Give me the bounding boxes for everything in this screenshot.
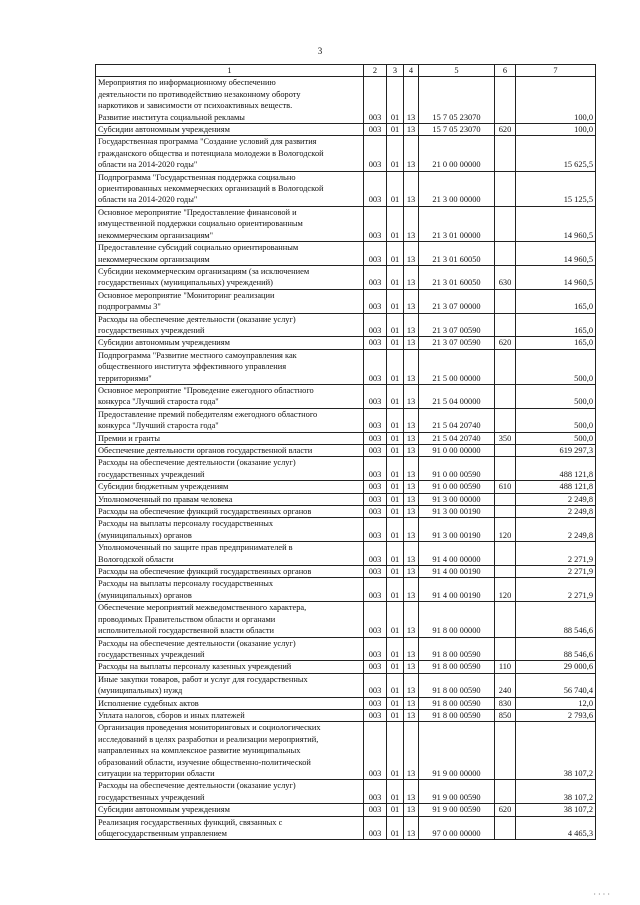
row-subsection: 13 [404, 578, 419, 602]
row-target-article: 91 8 00 00000 [419, 602, 495, 637]
table-row [96, 77, 596, 124]
page-corner-marks: · · · · [593, 890, 610, 899]
row-admin-code: 003 [364, 171, 387, 206]
table-row [96, 697, 596, 709]
row-admin-code: 003 [364, 697, 387, 709]
table-row [96, 602, 596, 637]
row-subsection: 13 [404, 206, 419, 241]
row-name: Расходы на обеспечение деятельности (оказание услуг) государственных учреждений [96, 637, 364, 661]
row-amount: 165,0 [516, 289, 596, 313]
row-expense-type: 830 [495, 697, 516, 709]
row-admin-code: 003 [364, 780, 387, 804]
row-subsection: 13 [404, 602, 419, 637]
row-expense-type: 620 [495, 337, 516, 349]
row-subsection: 13 [404, 408, 419, 432]
row-name: Расходы на выплаты персоналу государственных (муниципальных) органов [96, 518, 364, 542]
table-row [96, 432, 596, 444]
column-header: 7 [516, 65, 596, 77]
row-subsection: 13 [404, 124, 419, 136]
row-subsection: 13 [404, 493, 419, 505]
row-expense-type [495, 171, 516, 206]
row-expense-type [495, 289, 516, 313]
row-expense-type [495, 77, 516, 124]
row-amount: 38 107,2 [516, 722, 596, 780]
row-name: Уполномоченный по правам человека [96, 493, 364, 505]
table-row [96, 722, 596, 780]
row-expense-type: 620 [495, 124, 516, 136]
row-amount: 500,0 [516, 408, 596, 432]
row-name: Обеспечение мероприятий межведомственного характера, проводимых Правительством области и органами исполнительной государственной власти области [96, 602, 364, 637]
table-row [96, 637, 596, 661]
table-row [96, 481, 596, 493]
table-row [96, 457, 596, 481]
row-name: Организация проведения мониторинговых и социологических исследований в целях разработки и реализации мероприятий, направленных на комплексное развитие муниципальных образований области, изучение общественно-политической ситуации на территории области [96, 722, 364, 780]
row-section: 01 [387, 289, 404, 313]
row-admin-code: 003 [364, 432, 387, 444]
row-amount: 500,0 [516, 432, 596, 444]
table-row [96, 804, 596, 816]
row-section: 01 [387, 265, 404, 289]
table-row [96, 673, 596, 697]
row-admin-code: 003 [364, 804, 387, 816]
row-subsection: 13 [404, 673, 419, 697]
row-target-article: 91 3 00 00190 [419, 506, 495, 518]
row-section: 01 [387, 493, 404, 505]
page-number: 3 [317, 46, 323, 56]
row-expense-type: 120 [495, 518, 516, 542]
row-name: Расходы на обеспечение функций государственных органов [96, 566, 364, 578]
table-row [96, 408, 596, 432]
row-name: Реализация государственных функций, связанных с общегосударственным управлением [96, 816, 364, 840]
row-expense-type [495, 780, 516, 804]
table-row [96, 661, 596, 673]
column-header: 2 [364, 65, 387, 77]
row-amount: 165,0 [516, 313, 596, 337]
row-target-article: 91 8 00 00590 [419, 673, 495, 697]
row-target-article: 91 3 00 00190 [419, 518, 495, 542]
row-admin-code: 003 [364, 445, 387, 457]
row-name: Премии и гранты [96, 432, 364, 444]
table-row [96, 709, 596, 721]
row-name: Иные закупки товаров, работ и услуг для государственных (муниципальных) нужд [96, 673, 364, 697]
row-name: Субсидии автономным учреждениям [96, 804, 364, 816]
row-name: Предоставление субсидий социально ориентированным некоммерческим организациям [96, 242, 364, 266]
row-target-article: 91 4 00 00190 [419, 578, 495, 602]
row-target-article: 91 0 00 00000 [419, 445, 495, 457]
table-row [96, 566, 596, 578]
table-row [96, 493, 596, 505]
row-admin-code: 003 [364, 566, 387, 578]
row-expense-type [495, 566, 516, 578]
table-row [96, 337, 596, 349]
row-section: 01 [387, 780, 404, 804]
row-target-article: 91 8 00 00590 [419, 661, 495, 673]
row-section: 01 [387, 506, 404, 518]
row-section: 01 [387, 661, 404, 673]
row-target-article: 21 3 01 60050 [419, 242, 495, 266]
row-admin-code: 003 [364, 506, 387, 518]
row-subsection: 13 [404, 136, 419, 171]
table-row [96, 242, 596, 266]
row-amount: 14 960,5 [516, 265, 596, 289]
row-name: Расходы на выплаты персоналу государственных (муниципальных) органов [96, 578, 364, 602]
row-expense-type [495, 506, 516, 518]
row-subsection: 13 [404, 432, 419, 444]
row-amount: 38 107,2 [516, 780, 596, 804]
row-section: 01 [387, 673, 404, 697]
table-row [96, 780, 596, 804]
row-admin-code: 003 [364, 408, 387, 432]
table-row [96, 349, 596, 384]
table-row [96, 384, 596, 408]
row-section: 01 [387, 337, 404, 349]
row-section: 01 [387, 242, 404, 266]
row-section: 01 [387, 722, 404, 780]
row-subsection: 13 [404, 780, 419, 804]
row-amount: 15 125,5 [516, 171, 596, 206]
row-section: 01 [387, 136, 404, 171]
row-section: 01 [387, 457, 404, 481]
row-admin-code: 003 [364, 493, 387, 505]
row-target-article: 21 3 07 00590 [419, 313, 495, 337]
row-section: 01 [387, 445, 404, 457]
row-admin-code: 003 [364, 457, 387, 481]
row-expense-type: 630 [495, 265, 516, 289]
table-row [96, 542, 596, 566]
row-section: 01 [387, 804, 404, 816]
row-section: 01 [387, 709, 404, 721]
row-amount: 88 546,6 [516, 637, 596, 661]
row-subsection: 13 [404, 242, 419, 266]
row-admin-code: 003 [364, 481, 387, 493]
row-admin-code: 003 [364, 77, 387, 124]
column-header: 3 [387, 65, 404, 77]
row-name: Подпрограмма "Развитие местного самоуправления как общественного института эффективного управления территориями" [96, 349, 364, 384]
row-target-article: 21 3 01 00000 [419, 206, 495, 241]
row-expense-type [495, 493, 516, 505]
row-section: 01 [387, 566, 404, 578]
row-section: 01 [387, 408, 404, 432]
row-name: Обеспечение деятельности органов государственной власти [96, 445, 364, 457]
row-amount: 165,0 [516, 337, 596, 349]
row-subsection: 13 [404, 349, 419, 384]
row-name: Субсидии автономным учреждениям [96, 124, 364, 136]
row-target-article: 91 8 00 00590 [419, 697, 495, 709]
row-section: 01 [387, 637, 404, 661]
table-row [96, 518, 596, 542]
row-section: 01 [387, 384, 404, 408]
row-admin-code: 003 [364, 709, 387, 721]
row-section: 01 [387, 816, 404, 840]
row-section: 01 [387, 77, 404, 124]
row-admin-code: 003 [364, 578, 387, 602]
row-name: Субсидии некоммерческим организациям (за исключением государственных (муниципальных) учреждений) [96, 265, 364, 289]
row-amount: 619 297,3 [516, 445, 596, 457]
row-subsection: 13 [404, 337, 419, 349]
row-amount: 56 740,4 [516, 673, 596, 697]
row-section: 01 [387, 481, 404, 493]
row-admin-code: 003 [364, 337, 387, 349]
row-expense-type [495, 349, 516, 384]
row-subsection: 13 [404, 518, 419, 542]
row-subsection: 13 [404, 661, 419, 673]
row-subsection: 13 [404, 289, 419, 313]
row-expense-type [495, 206, 516, 241]
table-row [96, 313, 596, 337]
table-row [96, 578, 596, 602]
row-admin-code: 003 [364, 542, 387, 566]
row-subsection: 13 [404, 697, 419, 709]
row-target-article: 21 3 00 00000 [419, 171, 495, 206]
row-amount: 2 249,8 [516, 493, 596, 505]
row-name: Расходы на обеспечение деятельности (оказание услуг) государственных учреждений [96, 313, 364, 337]
row-section: 01 [387, 697, 404, 709]
row-section: 01 [387, 432, 404, 444]
row-amount: 14 960,5 [516, 206, 596, 241]
row-name: Субсидии автономным учреждениям [96, 337, 364, 349]
row-amount: 2 249,8 [516, 518, 596, 542]
row-amount: 500,0 [516, 384, 596, 408]
row-admin-code: 003 [364, 384, 387, 408]
column-header: 5 [419, 65, 495, 77]
row-expense-type: 240 [495, 673, 516, 697]
row-target-article: 91 8 00 00590 [419, 709, 495, 721]
table-body [96, 77, 596, 840]
row-target-article: 91 9 00 00590 [419, 804, 495, 816]
row-amount: 100,0 [516, 124, 596, 136]
row-name: Расходы на обеспечение деятельности (оказание услуг) государственных учреждений [96, 780, 364, 804]
row-target-article: 15 7 05 23070 [419, 77, 495, 124]
row-subsection: 13 [404, 481, 419, 493]
row-target-article: 15 7 05 23070 [419, 124, 495, 136]
row-amount: 100,0 [516, 77, 596, 124]
row-target-article: 21 3 07 00590 [419, 337, 495, 349]
row-subsection: 13 [404, 457, 419, 481]
table-row [96, 289, 596, 313]
row-amount: 15 625,5 [516, 136, 596, 171]
row-subsection: 13 [404, 816, 419, 840]
row-expense-type [495, 816, 516, 840]
row-amount: 2 793,6 [516, 709, 596, 721]
row-amount: 500,0 [516, 349, 596, 384]
row-subsection: 13 [404, 709, 419, 721]
row-amount: 488 121,8 [516, 481, 596, 493]
row-target-article: 21 5 00 00000 [419, 349, 495, 384]
table-row [96, 445, 596, 457]
row-section: 01 [387, 602, 404, 637]
row-target-article: 21 3 01 60050 [419, 265, 495, 289]
row-section: 01 [387, 206, 404, 241]
row-expense-type: 620 [495, 804, 516, 816]
row-name: Исполнение судебных актов [96, 697, 364, 709]
row-name: Мероприятия по информационному обеспечению деятельности по противодействию незаконному обороту наркотиков и зависимости от психоактивных веществ. Развитие института социальной рекламы [96, 77, 364, 124]
row-section: 01 [387, 518, 404, 542]
row-expense-type [495, 445, 516, 457]
row-subsection: 13 [404, 445, 419, 457]
row-name: Расходы на выплаты персоналу казенных учреждений [96, 661, 364, 673]
table-row [96, 506, 596, 518]
row-subsection: 13 [404, 542, 419, 566]
row-admin-code: 003 [364, 242, 387, 266]
row-target-article: 21 0 00 00000 [419, 136, 495, 171]
table-row [96, 816, 596, 840]
row-subsection: 13 [404, 566, 419, 578]
row-admin-code: 003 [364, 124, 387, 136]
row-subsection: 13 [404, 313, 419, 337]
column-header: 4 [404, 65, 419, 77]
table-row [96, 206, 596, 241]
row-subsection: 13 [404, 171, 419, 206]
row-subsection: 13 [404, 77, 419, 124]
row-target-article: 91 4 00 00190 [419, 566, 495, 578]
row-admin-code: 003 [364, 722, 387, 780]
row-target-article: 91 0 00 00590 [419, 481, 495, 493]
row-expense-type [495, 136, 516, 171]
row-section: 01 [387, 124, 404, 136]
row-admin-code: 003 [364, 136, 387, 171]
row-subsection: 13 [404, 384, 419, 408]
row-section: 01 [387, 171, 404, 206]
row-admin-code: 003 [364, 313, 387, 337]
row-target-article: 91 4 00 00000 [419, 542, 495, 566]
row-name: Предоставление премий победителям ежегодного областного конкурса "Лучший староста года" [96, 408, 364, 432]
row-amount: 2 249,8 [516, 506, 596, 518]
row-expense-type [495, 242, 516, 266]
column-header: 6 [495, 65, 516, 77]
row-subsection: 13 [404, 804, 419, 816]
row-name: Уполномоченный по защите прав предпринимателей в Вологодской области [96, 542, 364, 566]
row-name: Субсидии бюджетным учреждениям [96, 481, 364, 493]
header-row [96, 65, 596, 77]
row-admin-code: 003 [364, 349, 387, 384]
row-target-article: 91 3 00 00000 [419, 493, 495, 505]
row-name: Основное мероприятие "Мониторинг реализации подпрограммы 3" [96, 289, 364, 313]
table-row [96, 136, 596, 171]
row-subsection: 13 [404, 722, 419, 780]
row-admin-code: 003 [364, 661, 387, 673]
row-amount: 2 271,9 [516, 542, 596, 566]
row-expense-type: 610 [495, 481, 516, 493]
row-admin-code: 003 [364, 265, 387, 289]
row-admin-code: 003 [364, 518, 387, 542]
row-amount: 2 271,9 [516, 566, 596, 578]
row-admin-code: 003 [364, 602, 387, 637]
row-name: Подпрограмма "Государственная поддержка социально ориентированных некоммерческих организаций в Вологодской области на 2014-2020 годы" [96, 171, 364, 206]
row-section: 01 [387, 313, 404, 337]
row-expense-type: 120 [495, 578, 516, 602]
column-header: 1 [96, 65, 364, 77]
row-admin-code: 003 [364, 816, 387, 840]
row-subsection: 13 [404, 506, 419, 518]
row-subsection: 13 [404, 637, 419, 661]
table-row [96, 265, 596, 289]
row-amount: 38 107,2 [516, 804, 596, 816]
row-expense-type [495, 542, 516, 566]
row-name: Государственная программа "Создание условий для развития гражданского общества и потенциала молодежи в Вологодской области на 2014-2020 годы" [96, 136, 364, 171]
row-section: 01 [387, 578, 404, 602]
row-target-article: 91 8 00 00590 [419, 637, 495, 661]
row-subsection: 13 [404, 265, 419, 289]
row-amount: 4 465,3 [516, 816, 596, 840]
row-expense-type: 850 [495, 709, 516, 721]
row-amount: 2 271,9 [516, 578, 596, 602]
row-amount: 12,0 [516, 697, 596, 709]
table-row [96, 124, 596, 136]
row-expense-type [495, 384, 516, 408]
row-admin-code: 003 [364, 289, 387, 313]
row-amount: 488 121,8 [516, 457, 596, 481]
row-expense-type [495, 637, 516, 661]
row-name: Основное мероприятие "Проведение ежегодного областного конкурса "Лучший староста года" [96, 384, 364, 408]
row-admin-code: 003 [364, 206, 387, 241]
row-expense-type [495, 602, 516, 637]
row-target-article: 21 5 04 20740 [419, 432, 495, 444]
row-amount: 29 000,6 [516, 661, 596, 673]
row-target-article: 21 5 04 20740 [419, 408, 495, 432]
row-amount: 88 546,6 [516, 602, 596, 637]
row-target-article: 91 0 00 00590 [419, 457, 495, 481]
row-target-article: 91 9 00 00590 [419, 780, 495, 804]
table-row [96, 171, 596, 206]
row-target-article: 97 0 00 00000 [419, 816, 495, 840]
row-expense-type [495, 457, 516, 481]
row-expense-type [495, 408, 516, 432]
row-name: Расходы на обеспечение деятельности (оказание услуг) государственных учреждений [96, 457, 364, 481]
row-expense-type: 350 [495, 432, 516, 444]
row-target-article: 21 3 07 00000 [419, 289, 495, 313]
row-section: 01 [387, 542, 404, 566]
row-section: 01 [387, 349, 404, 384]
row-expense-type [495, 313, 516, 337]
row-name: Основное мероприятие "Предоставление финансовой и имущественной поддержки социально ориентированным некоммерческим организациям" [96, 206, 364, 241]
row-amount: 14 960,5 [516, 242, 596, 266]
budget-table [95, 64, 596, 840]
row-name: Расходы на обеспечение функций государственных органов [96, 506, 364, 518]
row-expense-type: 110 [495, 661, 516, 673]
row-expense-type [495, 722, 516, 780]
row-target-article: 21 5 04 00000 [419, 384, 495, 408]
row-name: Уплата налогов, сборов и иных платежей [96, 709, 364, 721]
row-target-article: 91 9 00 00000 [419, 722, 495, 780]
row-admin-code: 003 [364, 637, 387, 661]
row-admin-code: 003 [364, 673, 387, 697]
